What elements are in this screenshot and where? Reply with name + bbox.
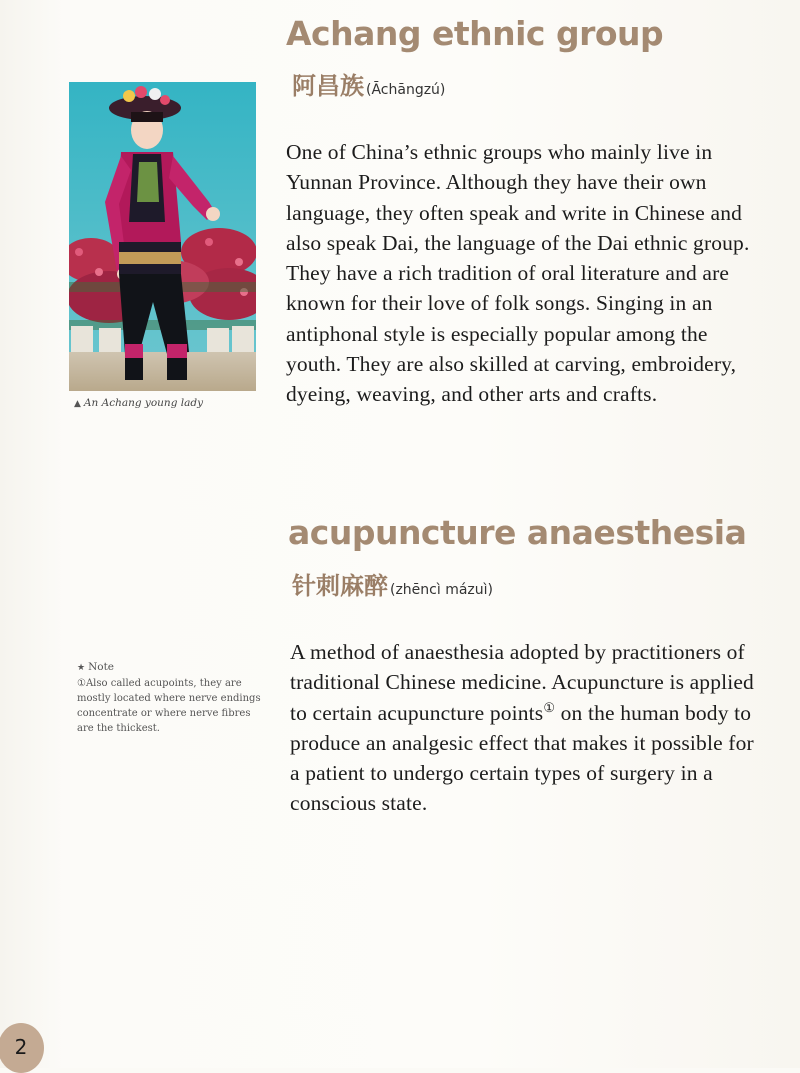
entry-subtitle-acupuncture (292, 566, 493, 601)
entry-title-acupuncture: acupuncture anaesthesia (288, 513, 747, 552)
triangle-icon: ▲ (74, 399, 81, 409)
body-text-part-1: A method of anaesthesia adopted by practitioners of traditional Chinese medicine. Acupuncture is applied to certain acupuncture points (290, 640, 754, 725)
footnote-reference: ① (543, 699, 556, 715)
entry-body-acupuncture (290, 637, 762, 819)
photo-caption-text: An Achang young lady (83, 397, 204, 409)
hanzi-acupuncture: 针刺麻醉 (292, 571, 388, 600)
note-heading-text: Note (88, 661, 115, 673)
hanzi-achang: 阿昌族 (292, 71, 364, 100)
achang-lady-photo (69, 82, 256, 391)
page-number: 2 (14, 1035, 28, 1059)
entry-body-achang: One of China’s ethnic groups who mainly live in Yunnan Province. Although they have their own language, they often speak and write in Chinese and also speak Dai, the language of the Dai ethnic group. They have a rich tradition of oral literature and are known for their love of folk songs. Singing in an antiphonal style is especially popular among the youth. They are also skilled at carving, embroidery, dyeing, weaving, and other arts and crafts. (286, 140, 750, 407)
side-note (77, 660, 267, 736)
pinyin-acupuncture: (zhēncì mázuì) (390, 582, 493, 598)
entry-subtitle-achang (292, 66, 445, 101)
photo-caption (74, 397, 203, 409)
page-number-badge (0, 1023, 44, 1073)
star-icon: ★ (77, 663, 86, 673)
pinyin-achang: (Āchāngzú) (366, 82, 446, 98)
note-heading (77, 660, 267, 676)
entry-title-achang: Achang ethnic group (286, 14, 664, 53)
note-text: ①Also called acupoints, they are mostly located where nerve endings concentrate or where nerve fibres are the thickest. (77, 678, 261, 734)
body-text-part-2: on the human body to produce an analgesic effect that makes it possible for a patient to undergo certain types of surgery in a conscious state. (290, 700, 754, 816)
